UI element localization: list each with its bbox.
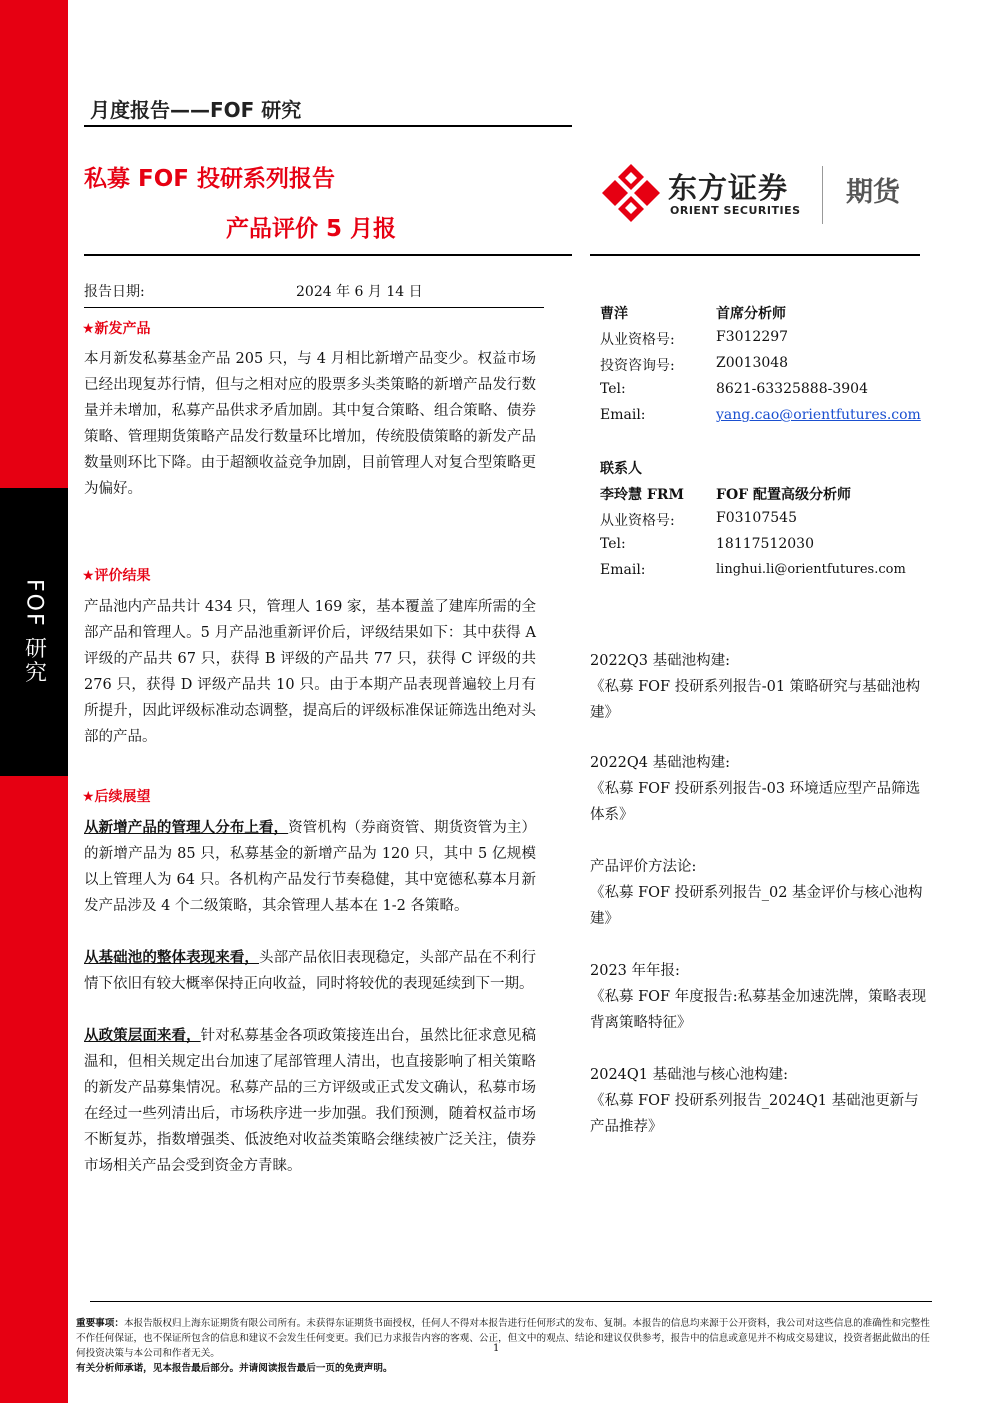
related-report[interactable] xyxy=(590,1062,930,1140)
analyst-commitment-note: 有关分析师承诺，见本报告最后部分。并请阅读报告最后一页的免责声明。 xyxy=(76,1363,393,1374)
related-report-label: 2024Q1 基础池与核心池构建: xyxy=(590,1067,789,1083)
related-report-title: 《私募 FOF 投研系列报告-01 策略研究与基础池构建》 xyxy=(590,679,921,721)
related-report-title: 《私募 FOF 投研系列报告_02 基金评价与核心池构建》 xyxy=(590,885,923,927)
section-heading-new-products: ★新发产品 xyxy=(82,321,151,337)
logo-futures-label: 期货 xyxy=(846,177,900,208)
report-type: 月度报告——FOF 研究 xyxy=(90,98,302,122)
disclaimer xyxy=(76,1316,932,1376)
section-body-new-products: 本月新发私募基金产品 205 只，与 4 月相比新增产品变少。权益市场已经出现复苏行情，但与之相对应的股票多头类策略的新增产品发行数量并未增加，私募产品供求矛盾加剧。其中复合策略、组合策略、债券策略、管理期货策略产品发行数量环比增加，传统股债策略的新发产品数量则环比下降。由于超额收益竞争加剧，目前管理人对复合型策略更为偏好。 xyxy=(84,351,536,497)
page-number: 1 xyxy=(493,1343,500,1354)
analyst-field-label: Email: xyxy=(600,407,646,423)
analyst-field-label: Tel: xyxy=(600,381,626,397)
related-report[interactable] xyxy=(590,648,930,726)
contact-block xyxy=(600,458,906,588)
outlook-lead: 从政策层面来看， xyxy=(84,1027,201,1044)
logo-mark-icon xyxy=(600,162,662,224)
header-rule xyxy=(84,125,572,127)
related-report[interactable] xyxy=(590,750,930,828)
related-report-title: 《私募 FOF 年度报告:私募基金加速洗牌，策略表现背离策略特征》 xyxy=(590,989,927,1031)
sidebar-section-tab xyxy=(0,488,68,776)
report-subtitle: 产品评价 5 月报 xyxy=(226,216,397,242)
analyst-title: 首席分析师 xyxy=(716,306,786,322)
related-report-label: 2023 年年报: xyxy=(590,963,680,979)
contact-field-label: Tel: xyxy=(600,536,626,552)
analyst-block xyxy=(600,303,921,433)
related-report-title: 《私募 FOF 投研系列报告_2024Q1 基础池更新与产品推荐》 xyxy=(590,1093,919,1135)
outlook-lead: 从新增产品的管理人分布上看， xyxy=(84,819,289,836)
contact-field-label: 从业资格号: xyxy=(600,513,675,529)
logo-chinese-name: 东方证券 xyxy=(668,171,789,205)
report-date-value: 2024 年 6 月 14 日 xyxy=(296,284,423,300)
analyst-name: 曹洋 xyxy=(600,306,628,322)
contact-name: 李玲慧 FRM xyxy=(600,487,684,503)
report-title: 私募 FOF 投研系列报告 xyxy=(84,166,335,192)
related-report[interactable] xyxy=(590,854,930,932)
outlook-paragraph xyxy=(84,1023,536,1179)
logo-english-name: ORIENT SECURITIES xyxy=(670,204,801,217)
outlook-paragraph xyxy=(84,815,536,919)
analyst-field-label: 投资咨询号: xyxy=(600,358,675,374)
section-body-evaluation: 产品池内产品共计 434 只，管理人 169 家，基本覆盖了建库所需的全部产品和管理人。5 月产品池重新评价后，评级结果如下：其中获得 A 评级的产品共 67 只，获得 B 评级的产品共 77 只，获得 C 评级的共 276 只，获得 D 评级产品共 10 只。由于本期产品表现普遍较上月有所提升，因此评级标准动态调整，提高后的评级标准保证筛选出绝对头部的产品。 xyxy=(84,599,536,745)
disclaimer-label: 重要事项： xyxy=(76,1318,124,1329)
analyst-field-label: 从业资格号: xyxy=(600,332,675,348)
analyst-email-link[interactable]: yang.cao@orientfutures.com xyxy=(716,407,921,423)
sidebar-label: FOF 研究 xyxy=(21,579,47,685)
outlook-text: 头部产品依旧表现稳定，头部产品在不利行情下依旧有较大概率保持正向收益，同时将较优的表现延续到下一期。 xyxy=(84,950,536,992)
analyst-field-value: 8621-63325888-3904 xyxy=(716,381,868,397)
related-report-title: 《私募 FOF 投研系列报告-03 环境适应型产品筛选体系》 xyxy=(590,781,921,823)
contact-field-value: F03107545 xyxy=(716,510,797,526)
logo-divider xyxy=(822,166,823,224)
section-heading-evaluation: ★评价结果 xyxy=(82,568,151,584)
contact-email[interactable]: linghui.li@orientfutures.com xyxy=(716,562,906,577)
outlook-paragraph xyxy=(84,945,536,997)
related-report-label: 2022Q4 基础池构建: xyxy=(590,755,731,771)
analyst-field-value: F3012297 xyxy=(716,329,789,345)
contact-heading: 联系人 xyxy=(600,461,642,477)
related-report-label: 2022Q3 基础池构建: xyxy=(590,653,731,669)
outlook-lead: 从基础池的整体表现来看， xyxy=(84,949,259,966)
title-rule xyxy=(84,254,572,256)
report-date-label: 报告日期: xyxy=(84,284,145,300)
section-heading-outlook: ★后续展望 xyxy=(82,789,151,805)
logo-rule xyxy=(590,254,920,256)
outlook-text: 资管机构（券商资管、期货资管为主）的新增产品为 85 只，私募基金的新增产品为 120 只，其中 5 亿规模以上管理人为 64 只。各机构产品发行节奏稳健，其中宽德私募本月新发产品涉及 4 个二级策略，其余管理人基本在 1-2 各策略。 xyxy=(84,820,537,914)
related-report[interactable] xyxy=(590,958,930,1036)
contact-field-label: Email: xyxy=(600,562,646,578)
disclaimer-text: 本报告版权归上海东证期货有限公司所有。未获得东证期货书面授权，任何人不得对本报告进行任何形式的发布、复制。本报告的信息均来源于公开资料，我公司对这些信息的准确性和完整性不作任何保证，也不保证所包含的信息和建议不会发生任何变更。我们已力求报告内容的客观、公正，但文中的观点、结论和建议仅供参考，报告中的信息或意见并不构成交易建议，投资者据此做出的任何投资决策与本公司和作者无关。 xyxy=(76,1318,930,1359)
related-report-label: 产品评价方法论: xyxy=(590,859,697,875)
contact-title: FOF 配置高级分析师 xyxy=(716,487,851,503)
analyst-field-value: Z0013048 xyxy=(716,355,789,371)
outlook-text: 针对私募基金各项政策接连出台，虽然比征求意见稿温和，但相关规定出台加速了尾部管理人清出，也直接影响了相关策略的新发产品募集情况。私募产品的三方评级或正式发文确认，私募市场在经过一些列清出后，市场秩序进一步加强。我们预测，随着权益市场不断复苏，指数增强类、低波绝对收益类策略会继续被广泛关注，债券市场相关产品会受到资金方青睐。 xyxy=(84,1028,537,1174)
footer-rule xyxy=(90,1301,932,1302)
date-rule xyxy=(84,307,544,308)
contact-field-value: 18117512030 xyxy=(716,536,814,552)
